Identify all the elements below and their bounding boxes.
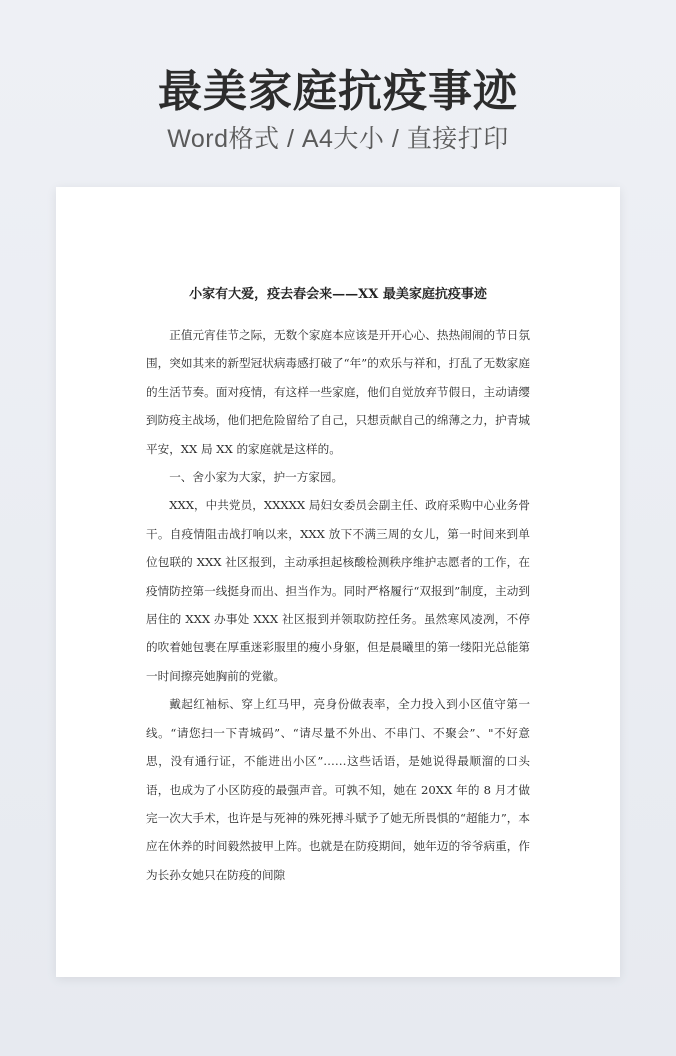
section-heading: 一、舍小家为大家，护一方家园。 [169, 470, 344, 485]
promo-title: 最美家庭抗疫事迹 [158, 66, 518, 117]
paragraph: 戴起红袖标、穿上红马甲，亮身份做表率，全力投入到小区值守第一线。“请您扫一下青城码”、“请尽量不外出、不串门、不聚会”、"不好意思，没有通行证，不能进出小区”……这些话语，是她说得最顺溜的口头语，也成为了小区防疫的最强声音。可孰不知，她在 20XX 年的 8 月才做完一次大手术，也许是与死神的殊死搏斗赋予了她无所畏惧的“超能力”，本应在休养的时间毅然披甲上阵。也就是在防疫期间，她年迈的爷爷病重，作为长孙女她只在防疫的间隙 [146, 697, 530, 882]
paragraph: XXX，中共党员，XXXXX 局妇女委员会副主任、政府采购中心业务骨干。自疫情阻击战打响以来，XXX 放下不满三周的女儿，第一时间来到单位包联的 XXX 社区报到，主动承担起核酸检测秩序维护志愿者的工作，在疫情防控第一线挺身而出、担当作为。同时严格履行“双报到”制度，主动到居住的 XXX 办事处 XXX 社区报到并领取防控任务。虽然寒风凌冽，不停的吹着她包裹在厚重迷彩服里的瘦小身躯，但是晨曦里的第一缕阳光总能第一时间擦亮她胸前的党徽。 [146, 498, 530, 683]
document-body [146, 321, 530, 889]
promo-header [0, 62, 676, 156]
paragraph: 正值元宵佳节之际，无数个家庭本应该是开开心心、热热闹闹的节日氛围，突如其来的新型冠状病毒感打破了“年”的欢乐与祥和，打乱了无数家庭的生活节奏。面对疫情，有这样一些家庭，他们自觉放弃节假日，主动请缨到防疫主战场，他们把危险留给了自己，只想贡献自己的绵薄之力，护青城平安，XX 局 XX 的家庭就是这样的。 [146, 328, 530, 456]
document-title: 小家有大爱，疫去春会来——XX 最美家庭抗疫事迹 [189, 287, 487, 302]
promo-subtitle: Word格式 / A4大小 / 直接打印 [167, 125, 509, 153]
document-page [56, 187, 620, 977]
